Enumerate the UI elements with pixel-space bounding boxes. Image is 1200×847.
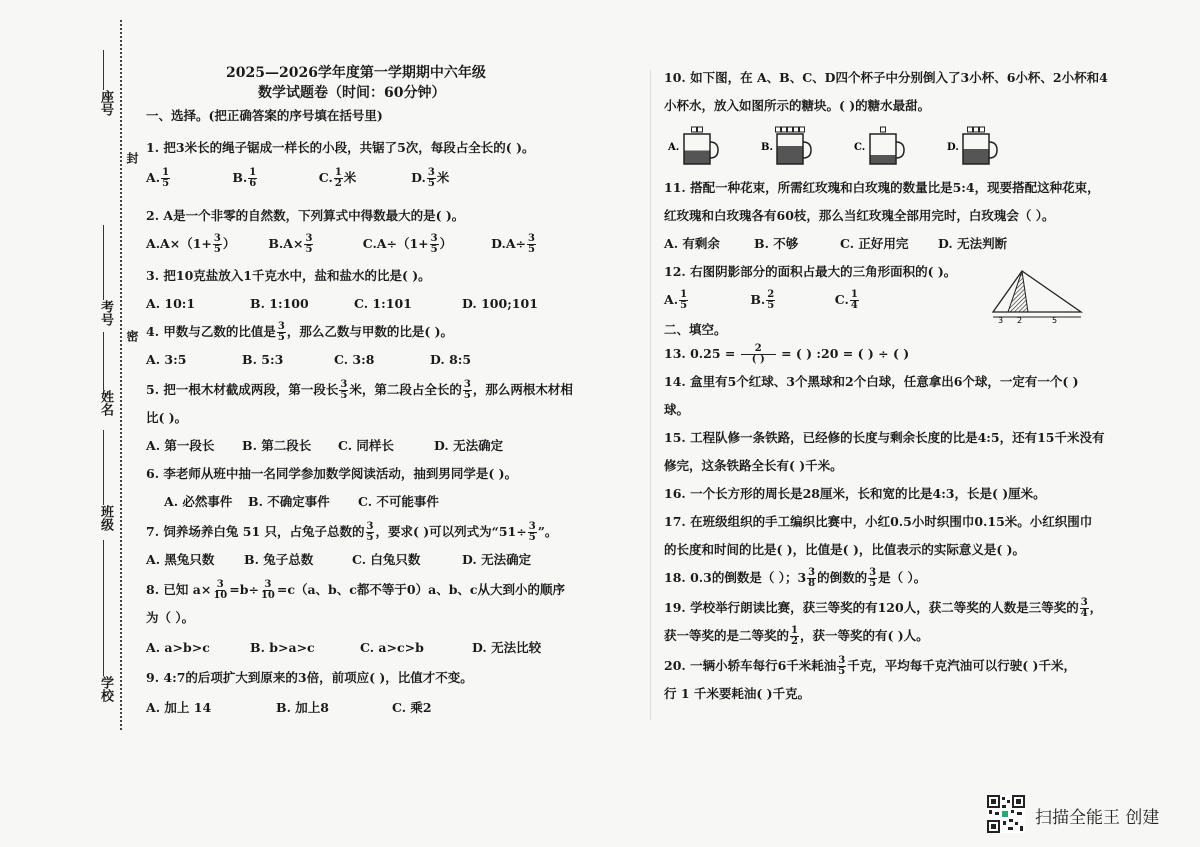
q8-stem-cont: 为（ ）。 xyxy=(146,610,195,625)
q10-cup-3 xyxy=(854,127,904,164)
exam-title: 2025—2026学年度第一学期期中六年级 xyxy=(226,65,486,81)
q11-option-c[interactable]: C. 正好用完 xyxy=(840,236,909,251)
q5-option-d[interactable]: D. 无法确定 xyxy=(434,438,504,453)
q12-stem: 12. 右图阴影部分的面积占最大的三角形面积的( )。 xyxy=(664,264,957,279)
binding-label-seat: 座号 xyxy=(98,90,113,116)
q10-sugar-cube xyxy=(794,127,799,132)
q1-option-b[interactable]: B. $\frac{1}{6}$ xyxy=(232,167,257,189)
q2-stem: 2. A是一个非零的自然数，下列算式中得数最大的是( )。 xyxy=(146,208,465,223)
q10-cup-4 xyxy=(947,127,997,164)
q7-option-c[interactable]: C. 白兔只数 xyxy=(352,552,421,567)
q10-cup-1 xyxy=(668,127,718,164)
q5-options xyxy=(146,438,503,453)
q18-stem: 18. 0.3的倒数是（ ）；3 $\frac{3}{8}$ 的倒数的 $\frac{3}{5}$ 是（ ）。 xyxy=(664,567,927,589)
q12-option-b[interactable]: B. $\frac{2}{5}$ xyxy=(750,289,775,311)
q10-cup-2 xyxy=(761,127,811,164)
q9-option-a[interactable]: A. 加上 14 xyxy=(146,700,212,715)
triangle-label-5: 5 xyxy=(1052,316,1058,324)
q2-option-c[interactable]: C.A÷（1+ $\frac{3}{5}$ ） xyxy=(362,233,453,255)
q7-option-b[interactable]: B. 兔子总数 xyxy=(244,552,314,567)
q8-option-b[interactable]: B. b>a>c xyxy=(250,640,315,655)
q9-option-c[interactable]: C. 乘2 xyxy=(392,700,432,715)
q10-sugar-cube xyxy=(788,127,793,132)
binding-underline xyxy=(103,50,104,90)
column-divider xyxy=(650,70,651,720)
q10-cup-handle xyxy=(710,142,718,158)
q10-cup-handle xyxy=(989,142,997,158)
q6-stem: 6. 李老师从班中抽一名同学参加数学阅读活动，抽到男同学是( )。 xyxy=(146,466,518,481)
section-fill-heading: 二、填空。 xyxy=(664,322,727,337)
q6-options xyxy=(164,494,439,509)
binding-underline xyxy=(103,225,104,300)
section-choice-heading: 一、选择。(把正确答案的序号填在括号里) xyxy=(146,108,383,123)
q3-option-b[interactable]: B. 1:100 xyxy=(250,296,309,311)
q10-cup-water xyxy=(777,146,803,164)
q8-option-a[interactable]: A. a>b>c xyxy=(146,640,210,655)
q3-option-c[interactable]: C. 1:101 xyxy=(354,296,412,311)
q10-sugar-cube xyxy=(782,127,787,132)
q10-stem-cont: 小杯水，放入如图所示的糖块。( )的糖水最甜。 xyxy=(664,98,931,113)
q10-cup-water xyxy=(870,155,896,164)
binding-label-exam-number: 考号 xyxy=(98,300,113,326)
triangle-label-2: 2 xyxy=(1017,316,1023,324)
binding-underline xyxy=(103,332,104,390)
q15-stem-cont: 修完，这条铁路全长有( )千米。 xyxy=(664,458,843,473)
q10-sugar-cube xyxy=(698,127,703,132)
q15-stem: 15. 工程队修一条铁路，已经修的长度与剩余长度的比是4:5，还有15千米没有 xyxy=(664,430,1105,445)
q11-stem-cont: 红玫瑰和白玫瑰各有60枝，那么当红玫瑰全部用完时，白玫瑰会（ ）。 xyxy=(664,208,1055,223)
q1-option-a[interactable]: A. $\frac{1}{5}$ xyxy=(146,167,170,189)
q4-option-a[interactable]: A. 3:5 xyxy=(146,352,187,367)
q5-stem-cont: 比( )。 xyxy=(146,410,188,425)
q11-options xyxy=(664,236,1007,251)
qr-code-icon xyxy=(987,795,1025,833)
q6-option-a[interactable]: A. 必然事件 xyxy=(164,494,233,509)
scanner-watermark: 扫描全能王 创建 xyxy=(1035,808,1160,828)
q14-stem-cont: 球。 xyxy=(664,402,690,417)
q10-cup-label: C. xyxy=(854,142,866,153)
q10-cup-handle xyxy=(803,142,811,158)
q12-options xyxy=(664,290,860,311)
q8-options xyxy=(146,640,541,655)
q2-option-b[interactable]: B.A× $\frac{3}{5}$ xyxy=(268,233,313,255)
q10-cup-water xyxy=(963,149,989,164)
q10-sugar-cube xyxy=(692,127,697,132)
q20-stem-cont: 行 1 千米要耗油( )千克。 xyxy=(664,686,811,701)
q5-stem: 5. 把一根木材截成两段，第一段长 $\frac{3}{5}$ 米，第二段占全长的 $\frac{3}{5}$ ，那么两根木材相 xyxy=(146,379,573,401)
q11-stem: 11. 搭配一种花束，所需红玫瑰和白玫瑰的数量比是5:4，现要搭配这种花束， xyxy=(664,180,1100,195)
q19-stem: 19. 学校举行朗读比赛，获三等奖的有120人，获二等奖的人数是三等奖的 $\frac{3}{4}$ ， xyxy=(664,597,1103,619)
q17-stem-cont: 的长度和时间的比是( )，比值是( )，比值表示的实际意义是( )。 xyxy=(664,542,1026,557)
q20-stem: 20. 一辆小轿车每行6千米耗油 $\frac{3}{5}$ 千克，平均每千克汽油可以行驶( )千米， xyxy=(664,655,1076,677)
triangle-label-3: 3 xyxy=(998,316,1004,324)
q9-option-b[interactable]: B. 加上8 xyxy=(276,700,329,715)
q14-stem: 14. 盒里有5个红球、3个黑球和2个白球，任意拿出6个球，一定有一个( ) xyxy=(664,374,1079,389)
q1-options xyxy=(146,168,449,189)
q16-stem: 16. 一个长方形的周长是28厘米，长和宽的比是4:3，长是( )厘米。 xyxy=(664,486,1046,501)
q9-options xyxy=(146,700,432,715)
q7-option-a[interactable]: A. 黑兔只数 xyxy=(146,552,215,567)
q1-option-c[interactable]: C. $\frac{1}{2}$ 米 xyxy=(318,167,357,189)
exam-subtitle: 数学试题卷（时间：60分钟） xyxy=(258,85,446,101)
q10-sugar-cube xyxy=(980,127,985,132)
q5-option-b[interactable]: B. 第二段长 xyxy=(242,438,312,453)
binding-label-school: 学校 xyxy=(98,676,113,702)
q12-option-a[interactable]: A. $\frac{1}{5}$ xyxy=(664,289,688,311)
q12-option-c[interactable]: C. $\frac{1}{4}$ xyxy=(834,289,858,311)
q10-sugar-cube xyxy=(974,127,979,132)
q7-options xyxy=(146,552,531,567)
q10-cup-water xyxy=(684,151,710,165)
q2-options xyxy=(146,234,537,255)
q10-sugar-cube xyxy=(776,127,781,132)
q10-sugar-cube xyxy=(800,127,805,132)
q8-option-d[interactable]: D. 无法比较 xyxy=(472,640,542,655)
q8-stem: 8. 已知 a× $\frac{3}{10}$ =b÷ $\frac{3}{10}$ =c（a、b、c都不等于0）a、b、c从大到小的顺序 xyxy=(146,579,566,601)
q12-triangle-figure xyxy=(990,268,1086,324)
q2-option-a[interactable]: A.A×（1+ $\frac{3}{5}$ ） xyxy=(146,233,236,255)
q11-option-a[interactable]: A. 有剩余 xyxy=(664,236,720,251)
binding-dotted-line xyxy=(120,20,122,730)
q7-option-d[interactable]: D. 无法确定 xyxy=(462,552,532,567)
q4-stem: 4. 甲数与乙数的比值是 $\frac{3}{5}$ ，那么乙数与甲数的比是( )。 xyxy=(146,321,454,343)
q2-option-d[interactable]: D.A÷ $\frac{3}{5}$ xyxy=(491,233,535,255)
q10-cup-label: A. xyxy=(668,142,680,153)
q3-option-a[interactable]: A. 10:1 xyxy=(146,296,196,311)
q11-option-b[interactable]: B. 不够 xyxy=(754,236,799,251)
q10-sugar-cube xyxy=(881,127,886,132)
q17-stem: 17. 在班级组织的手工编织比赛中，小红0.5小时织围巾0.15米。小红织围巾 xyxy=(664,514,1093,529)
q4-option-b[interactable]: B. 5:3 xyxy=(242,352,284,367)
binding-underline xyxy=(103,430,104,505)
q4-option-c[interactable]: C. 3:8 xyxy=(334,352,375,367)
q5-option-a[interactable]: A. 第一段长 xyxy=(146,438,215,453)
q10-stem: 10. 如下图，在 A、B、C、D四个杯子中分别倒入了3小杯、6小杯、2小杯和4 xyxy=(664,70,1108,85)
q3-options xyxy=(146,296,538,311)
q10-sugar-cube xyxy=(968,127,973,132)
q8-option-c[interactable]: C. a>c>b xyxy=(360,640,424,655)
q4-option-d[interactable]: D. 8:5 xyxy=(430,352,472,367)
q19-stem-cont: 获一等奖的是二等奖的 $\frac{1}{2}$ ，获一等奖的有( )人。 xyxy=(664,625,929,647)
q6-option-b[interactable]: B. 不确定事件 xyxy=(248,494,330,509)
q10-cup-label: B. xyxy=(761,142,773,153)
q7-stem: 7. 饲养场养白兔 51 只，占兔子总数的 $\frac{3}{5}$ ，要求( )可以列式为“51÷ $\frac{3}{5}$ ”。 xyxy=(146,521,558,543)
q3-stem: 3. 把10克盐放入1千克水中，盐和盐水的比是( )。 xyxy=(146,268,431,283)
q5-option-c[interactable]: C. 同样长 xyxy=(338,438,394,453)
q11-option-d[interactable]: D. 无法判断 xyxy=(938,236,1008,251)
q4-options xyxy=(146,352,471,367)
binding-underline xyxy=(103,540,104,676)
q10-cup-label: D. xyxy=(947,142,959,153)
triangle-outline xyxy=(993,271,1081,312)
q10-cup-handle xyxy=(896,142,904,158)
seal-char-mi: 密 xyxy=(125,330,139,342)
q3-option-d[interactable]: D. 100;101 xyxy=(462,296,538,311)
q13-stem: 13. 0.25 = $\frac{2}{( )}$ = ( ) :20 = ( ) ÷ ( ) xyxy=(664,343,910,365)
binding-label-class: 班级 xyxy=(98,505,113,531)
binding-label-name: 姓名 xyxy=(98,390,113,416)
seal-char-feng: 封 xyxy=(125,152,139,164)
q6-option-c[interactable]: C. 不可能事件 xyxy=(358,494,439,509)
q10-cups-figure xyxy=(668,122,1008,172)
q1-option-d[interactable]: D. $\frac{3}{5}$ 米 xyxy=(411,167,450,189)
q1-stem: 1. 把3米长的绳子锯成一样长的小段，共锯了5次，每段占全长的( )。 xyxy=(146,140,535,155)
q9-stem: 9. 4:7的后项扩大到原来的3倍，前项应( )，比值才不变。 xyxy=(146,670,473,685)
